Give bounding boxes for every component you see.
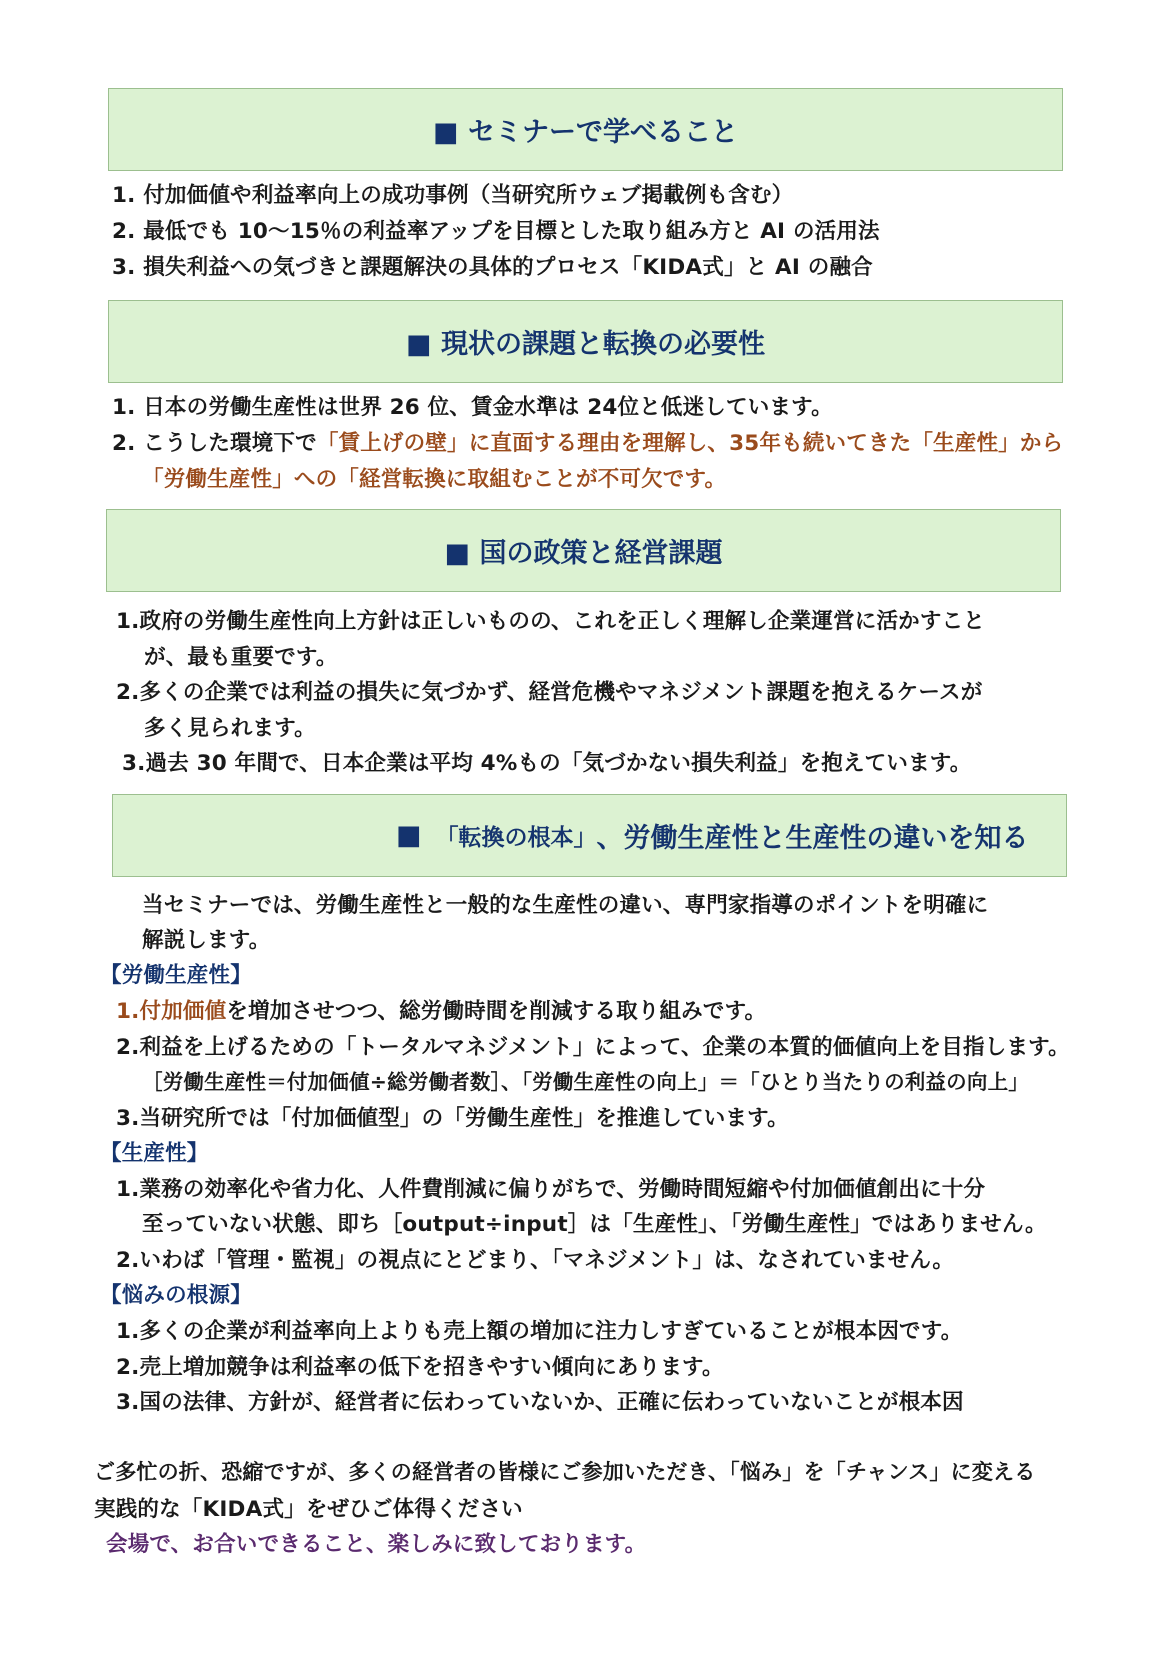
- difference-intro-1: 当セミナーでは、労働生産性と一般的な生産性の違い、専門家指導のポイントを明確に: [142, 893, 989, 918]
- section-header-issues: [108, 300, 1063, 383]
- labor-item-3: 3.当研究所では「付加価値型」の「労働生産性」を推進しています。: [116, 1106, 789, 1131]
- labor-item-1: [116, 994, 766, 1025]
- closing-line-2: 実践的な「KIDA式」をぜひご体得ください: [94, 1497, 523, 1522]
- difference-intro-2: 解説します。: [142, 928, 271, 953]
- section-title-difference: 、労働生産性と生産性の違いを知る: [596, 823, 1029, 854]
- issues-item-2-prefix: 2. こうした環境下で: [112, 431, 317, 456]
- policy-line-4: 多く見られます。: [144, 716, 316, 741]
- worries-item-2: 2.売上増加競争は利益率の低下を招きやすい傾向にあります。: [116, 1355, 724, 1380]
- issues-item-2: [112, 426, 1063, 457]
- productivity-heading: 【生産性】: [100, 1141, 209, 1166]
- section-header-learn: [108, 88, 1063, 171]
- labor-item-2: 2.利益を上げるための「トータルマネジメント」によって、企業の本質的価値向上を目指します。: [116, 1035, 1070, 1060]
- worries-heading: 【悩みの根源】: [100, 1283, 252, 1308]
- worries-item-1: 1.多くの企業が利益率向上よりも売上額の増加に注力しすぎていることが根本因です。: [116, 1319, 963, 1344]
- section-square-icon: ■: [396, 820, 422, 851]
- issues-item-2-highlight: 「賃上げの壁」に直面する理由を理解し、35年も続いてきた「生産性」から: [316, 431, 1064, 456]
- productivity-item-1: 1.業務の効率化や省力化、人件費削減に偏りがちで、労働時間短縮や付加価値創出に十分: [116, 1177, 986, 1202]
- learn-item-2: 2. 最低でも 10～15％の利益率アップを目標とした取り組み方と AI の活用法: [112, 219, 880, 244]
- issues-item-1: 1. 日本の労働生産性は世界 26 位、賃金水準は 24位と低迷しています。: [112, 395, 833, 420]
- labor-item-1-rest: を増加させつつ、総労働時間を削減する取り組みです。: [226, 999, 767, 1024]
- worries-item-3: 3.国の法律、方針が、経営者に伝わっていないか、正確に伝わっていないことが根本因: [116, 1390, 964, 1415]
- section-title-issues: ■ 現状の課題と転換の必要性: [406, 329, 765, 360]
- section-title-small: 「転換の根本」: [435, 825, 597, 851]
- policy-line-5: 3.過去 30 年間で、日本企業は平均 4%もの「気づかない損失利益」を抱えています。: [122, 751, 972, 776]
- learn-item-1: 1. 付加価値や利益率向上の成功事例（当研究所ウェブ掲載例も含む）: [112, 183, 794, 208]
- policy-line-3: 2.多くの企業では利益の損失に気づかず、経営危機やマネジメント課題を抱えるケースが: [116, 680, 983, 705]
- section-header-policy: [106, 509, 1061, 592]
- section-title-policy: ■ 国の政策と経営課題: [444, 538, 723, 569]
- policy-line-1: 1.政府の労働生産性向上方針は正しいものの、これを正しく理解し企業運営に活かすこと: [116, 609, 985, 634]
- labor-heading: 【労働生産性】: [100, 963, 252, 988]
- policy-line-2: が、最も重要です。: [144, 645, 338, 670]
- productivity-item-1-continued: 至っていない状態、即ち［output÷input］は「生産性」、「労働生産性」ではありません。: [142, 1212, 1047, 1237]
- closing-line-3: 会場で、お合いできること、楽しみに致しております。: [106, 1532, 647, 1557]
- labor-item-1-highlight: 1.付加価値: [116, 999, 227, 1024]
- section-header-difference: [112, 794, 1067, 877]
- issues-item-2-continued: 「労働生産性」への「経営転換に取組むことが不可欠です。: [142, 467, 727, 492]
- labor-item-2-continued: ［労働生産性＝付加価値÷総労働者数］、「労働生産性の向上」＝「ひとり当たりの利益の向上」: [142, 1070, 1029, 1094]
- learn-item-3: 3. 損失利益への気づきと課題解決の具体的プロセス「KIDA式」と AI の融合: [112, 255, 873, 280]
- section-title-learn: ■ セミナーで学べること: [433, 117, 738, 148]
- productivity-item-2: 2.いわば「管理・監視」の視点にとどまり、「マネジメント」は、なされていません。: [116, 1248, 955, 1273]
- closing-line-1: ご多忙の折、恐縮ですが、多くの経営者の皆様にご参加いただき、「悩み」を「チャンス」に変える: [94, 1460, 1036, 1484]
